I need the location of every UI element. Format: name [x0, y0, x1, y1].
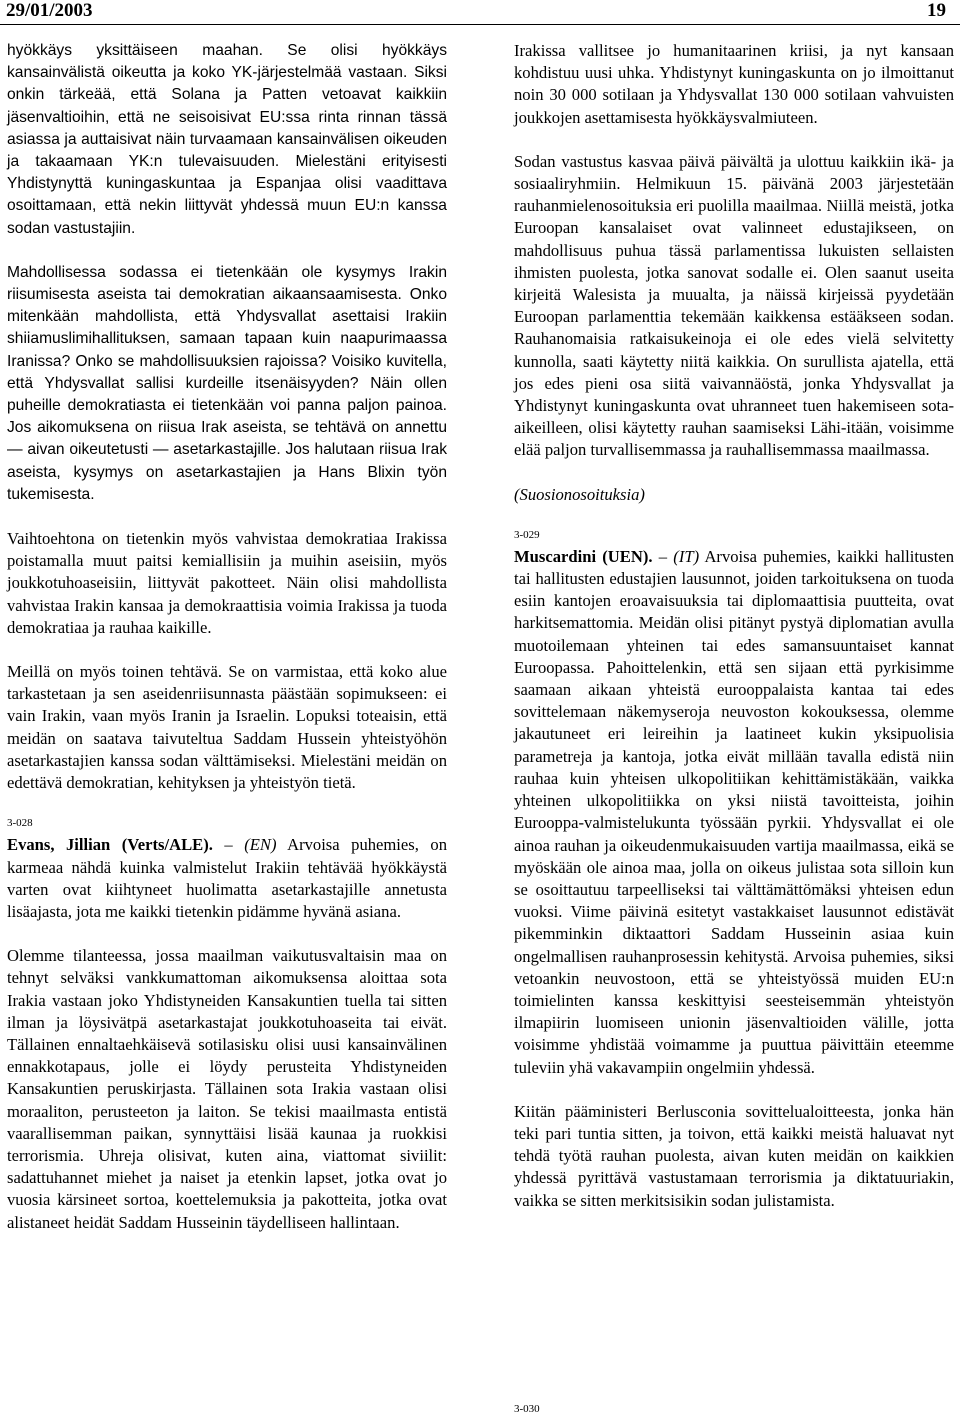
speech-intro — [514, 546, 954, 1079]
speech-code: 3-028 — [7, 817, 33, 830]
header-page-number: 19 — [927, 0, 946, 21]
paragraph: Mahdollisessa sodassa ei tietenkään ole kysymys Irakin riisumisesta aseista tai demokratian aikaansaamisesta. Onko mitenkään mahdollista, että Yhdysvallat asettaisi Irakiin shiiamuslimihallituksen, samaan tapaan kuin naapurimaassa Iranissa? Onko se mahdollisuuksien rajoissa? Voisiko kuvitella, että Yhdysvallat sallisi kurdeille itsenäisyyden? Näin ollen puheille demokratiasta ei tietenkään voi panna paljon painoa. Jos aikomuksena on riisua Irak aseista, se tehtävä on annettu — aivan oikeutetusti — asetarkastajille. Jos halutaan riisua Irak aseista, kysymys on asetarkastajien ja Hans Blixin työn tukemisesta. — [7, 263, 447, 503]
applause-note: (Suosionosoituksia) — [514, 484, 645, 504]
speech-code: 3-029 — [514, 528, 540, 541]
speaker-name: Evans, Jillian (Verts/ALE). — [7, 835, 213, 855]
right-column — [514, 40, 954, 1234]
footer-code: 3-030 — [514, 1403, 540, 1415]
header-date: 29/01/2003 — [6, 0, 93, 21]
speech-text: Arvoisa puhemies, kaikki hallitusten tai hallitusten edustajien lausunnot, joiden tarkoituksena on tuoda esiin kantojen eroavaisuuksia tai diplomaattisia puutteita, ovat harkitsemattomia. Meidän olisi pitänyt pystyä diplomatian avulla muotoilemaan yhteinen tai edes samansuuntaiset kannat Euroopassa. Pahoittelenkin, että sen sijaan että pyrkisimme saamaan aikaan yhteistä eurooppalaista kantaa tai edes sovittelemaan näkemyseroja neuvoston kokouksessa, olemme jakautuneet eri leireihin ja laatineet kukin yksipuolisia parametreja ja kantoja, jotka eivät millään tavalla edistä niin rauhaa kuin yhteisen ulkopolitiikan kehittämistäkään, vaikka yhteinen ulkopolitiikka on yksi niistä tavoitteista, joihin Eurooppa-valmistelukunta työssään pyrkii. Yhdysvallat ei ole ainoa rauhan ja oikeudenmukaisuuden vartija maailmassa, eikä se myöskään ole ainoa maa, jolla on oikeus julistaa sota silloin kun se osoittautuu tarpeelliseksi tai välttämättömäksi yhteisen edun vuoksi. Viime päivinä esitetyt vastakkaiset lausunnot edistävät pikemminkin diktaattori Saddam Husseinin asiaa kuin ongelmallisen rauhanprosessin kehitystä. Arvoisa puhemies, siksi vetoankin neuvostoon, että se yhteistyössä muiden EU:n toimielinten kanssa keskittyisi seesteisemmän yhteistyön ilmapiirin luomiseen unionin jäsenvaltioiden välille, jotta voisimme yhdistää voimamme ja puuttua päivittäin eteemme tuleviin yhä vakavampiin ongelmiin yhdessä. — [514, 546, 955, 1077]
dash: – — [658, 546, 668, 566]
paragraph: Sodan vastustus kasvaa päivä päivältä ja ulottuu kaikkiin ikä- ja sosiaaliryhmiin. Helmikuun 15. päivänä 2003 järjestetään rauhanmielenosoituksia eri puolilla maailmaa. Niillä meistä, jotka Euroopan kansalaiset ovat valinneet edustajikseen, on mahdollisuus puhua tässä parlamentissa lukuisten sellaisten ihmisten puolesta, jotka sanovat sodalle ei. Olen saanut useita kirjeitä Walesista ja muualta, ja näissä kirjeissä pyydetään Euroopan parlamenttia tekemään kaikkensa estääkseen sodan. Rauhanomaisia ratkaisukeinoja ei ole edes vielä selvitetty kunnolla, saati käytetty niitä kaikkia. On surullista ajatella, että jos edes pieni osa siitä vaivannäöstä, jonka Yhdysvallat ja Yhdistynyt kuningaskunta ovat uhranneet tuen hakemiseen sota-aikeilleen, olisi käytetty rauhan saamiseksi Lähi-itään, voisimme elää paljon turvallisemmassa ja rauhallisemmassa maailmassa. — [514, 151, 954, 460]
paragraph: Irakissa vallitsee jo humanitaarinen kriisi, ja nyt kansaan kohdistuu uusi uhka. Yhdistynyt kuningaskunta on jo ilmoittanut noin 30 000 sotilaan ja Yhdysvallat 130 000 sotilaan vahvuisten joukkojen asettamisesta hyökkäysvalmiuteen. — [514, 41, 954, 127]
speech-text: Arvoisa puhemies, on karmeaa nähdä kuinka valmistelut Irakiin tehtävää hyökkäystä varten ovat kiihtyneet huolimatta asetarkastajille annetusta lisäajasta, jota me kaikki tietenkin pidämme hyvänä asiana. — [7, 835, 447, 921]
paragraph: Kiitän pääministeri Berlusconia sovittelualoitteesta, jonka hän teki pari tuntia sitten, ja toivon, että kaikki meistä haluavat nyt tehdä työtä rauhan puolesta, aivan kuten meidän on kaikkien yhdessä pyrittävä vastustamaan terrorismia ja diktatuuriakin, vaikka se sitten merkitsisikin sodan julistamista. — [514, 1101, 954, 1210]
page-header — [0, 0, 960, 22]
paragraph: Olemme tilanteessa, jossa maailman vaikutusvaltaisin maa on tehnyt selväksi vankkumattoman aikomuksensa aloittaa sota Irakia vastaan joko Yhdistyneiden Kansakuntien tuella tai sitten ilman ja löysivätpä asetarkastajat joukkotuhoaseita tai eivät. Tällainen ennaltaehkäisevä sotilasisku olisi uusi kansainvälinen ennakkotapaus, jolle ei löydy perusteita Yhdistyneiden Kansakuntien peruskirjasta. Tällainen sota Irakia vastaan olisi moraaliton, perusteeton ja laiton. Se tekisi maailmasta entistä vaarallisemman paikan, synnyttäisi lisää kaunaa ja ruokkisi terrorismia. Uhreja olisivat, kuten aina, viattomat siviilit: sadattuhannet miehet ja naiset ja etenkin lapset, jotka ovat jo vuosia kärsineet sortoa, koettelemuksia ja pakotteita, jotka ovat alistaneet heidät Saddam Husseinin täydelliseen hallintaan. — [7, 946, 447, 1232]
paragraph: hyökkäys yksittäiseen maahan. Se olisi hyökkäys kansainvälistä oikeutta ja koko YK-järjestelmää vastaan. Siksi onkin tärkeää, että Solana ja Patten vetoavat kaikkiin jäsenvaltioihin, että ne seisoisivat EU:ssa rinta rinnan tässä asiassa ja auttaisivat näin turvaamaan kansainvälisen oikeuden ja takaamaan YK:n tulevaisuuden. Mielestäni erityisesti Yhdistynyttä kuningaskuntaa ja Espanjaa olisi vaadittava osoittamaan, että nekin liittyvät yhdessä muun EU:n kanssa sodan vastustajiin. — [7, 42, 447, 237]
paragraph: Vaihtoehtona on tietenkin myös vahvistaa demokratiaa Irakissa poistamalla muut paitsi kemiallisiin ja muihin aseisiin, myös joukkotuhoaseisiin, liittyvät pakotteet. Näin olisi mahdollista vahvistaa Irakin kansaa ja demokraattisia voimia Irakissa ja tuoda demokratiaa ja rauhaa kaikille. — [7, 529, 447, 637]
speech-intro — [7, 834, 447, 923]
speaker-name: Muscardini (UEN). — [514, 546, 653, 566]
paragraph: Meillä on myös toinen tehtävä. Se on varmistaa, että koko alue tarkastetaan ja sen aseidenriisunnasta päästään sopimukseen: ei vain Irakin, vaan myös Iranin ja Israelin. Lopuksi toteaisin, että meidän on saatava taivuteltua Saddam Hussein yhteistyöhön asetarkastajien kanssa sodan välttämiseksi. Mielestäni meidän on edettävä demokratian, kehityksen ja yhteistyön tietä. — [7, 662, 447, 793]
dash: – — [224, 835, 233, 855]
language-tag: (EN) — [244, 835, 277, 855]
language-tag: (IT) — [673, 546, 700, 566]
header-rule — [0, 24, 960, 25]
left-column — [7, 40, 447, 1256]
